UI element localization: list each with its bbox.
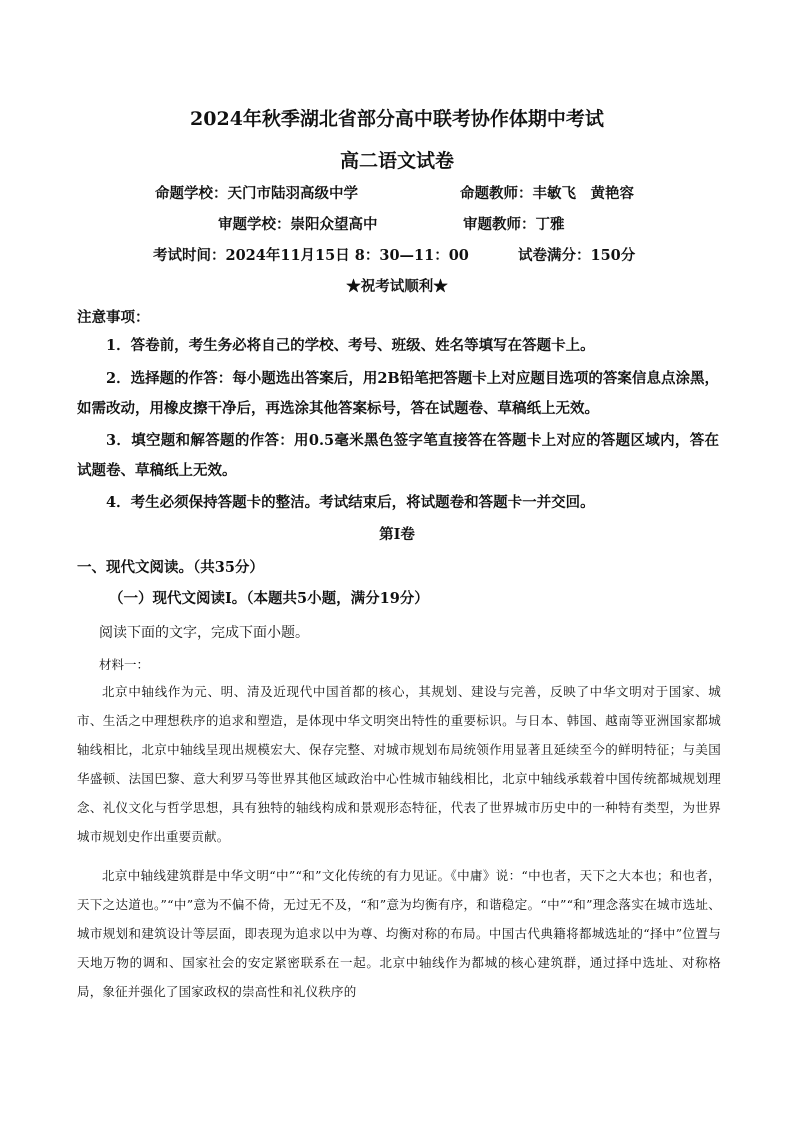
- notice-item: 1．答卷前，考生务必将自己的学校、考号、班级、姓名等填写在答题卡上。: [106, 337, 595, 354]
- exam-time: 考试时间：2024年11月15日 8：30—11：00: [153, 247, 469, 264]
- reviewer-teacher: 审题教师：丁雅: [463, 216, 565, 233]
- material-paragraph: 北京中轴线作为元、明、清及近现代中国首都的核心，其规划、建设与完善，反映了中华文明对于国家、城市、生活之中理想秩序的追求和塑造，是体现中华文明突出特性的重要标识。与日本、韩国、越南等亚洲国家都城轴线相比，北京中轴线呈现出规模宏大、保存完整、对城市规划布局统领作用显著且延续至今的鲜明特征；与美国华盛顿、法国巴黎、意大利罗马等世界其他区域政治中心性城市轴线相比，北京中轴线承载着中国传统都城规划理念、礼仪文化与哲学思想，具有独特的轴线构成和景观形态特征，代表了世界城市历史中的一种特有类型，为世界城市规划史作出重要贡献。: [77, 684, 721, 844]
- notice-item: 4．考生必须保持答题卡的整洁。考试结束后，将试题卷和答题卡一并交回。: [106, 494, 595, 511]
- subsection-heading: （一）现代文阅读Ⅰ。（本题共5小题，满分19分）: [109, 590, 429, 607]
- exam-title: 2024年秋季湖北省部分高中联考协作体期中考试: [190, 108, 604, 130]
- good-luck-motto: ★祝考试顺利★: [346, 278, 448, 295]
- full-score: 试卷满分：150分: [518, 247, 636, 264]
- setter-teachers: 命题教师：丰敏飞 黄艳容: [460, 185, 634, 202]
- reviewer-school: 审题学校：崇阳众望高中: [218, 216, 378, 233]
- exam-subtitle: 高二语文试卷: [339, 150, 454, 172]
- volume-label: 第Ⅰ卷: [379, 526, 415, 543]
- material-paragraph: 北京中轴线建筑群是中华文明“中”“和”文化传统的有力见证。《中庸》说：“中也者，天下之大本也；和也者，天下之达道也。”“中”意为不偏不倚，无过无不及，“和”意为均衡有序，和谐稳定。“中”“和”理念落实在城市选址、城市规划和建筑设计等层面，即表现为追求以中为尊、均衡对称的布局。中国古代典籍将都城选址的“择中”位置与天地万物的调和、国家社会的安定紧密联系在一起。北京中轴线作为都城的核心建筑群，通过择中选址、对称格局，象征并强化了国家政权的崇高性和礼仪秩序的: [77, 868, 721, 999]
- setter-school: 命题学校：天门市陆羽高级中学: [155, 185, 358, 202]
- notice-item: 3．填空题和解答题的作答：用0.5毫米黑色签字笔直接答在答题卡上对应的答题区域内，答在试题卷、草稿纸上无效。: [77, 432, 719, 479]
- material-label: 材料一：: [99, 657, 150, 672]
- notice-item: 2．选择题的作答：每小题选出答案后，用2B铅笔把答题卡上对应题目选项的答案信息点涂黑，如需改动，用橡皮擦干净后，再选涂其他答案标号，答在试题卷、草稿纸上无效。: [77, 370, 719, 417]
- notice-heading: 注意事项：: [77, 309, 150, 326]
- reading-instruction: 阅读下面的文字，完成下面小题。: [99, 625, 309, 641]
- section-heading: 一、现代文阅读。（共35分）: [77, 559, 264, 576]
